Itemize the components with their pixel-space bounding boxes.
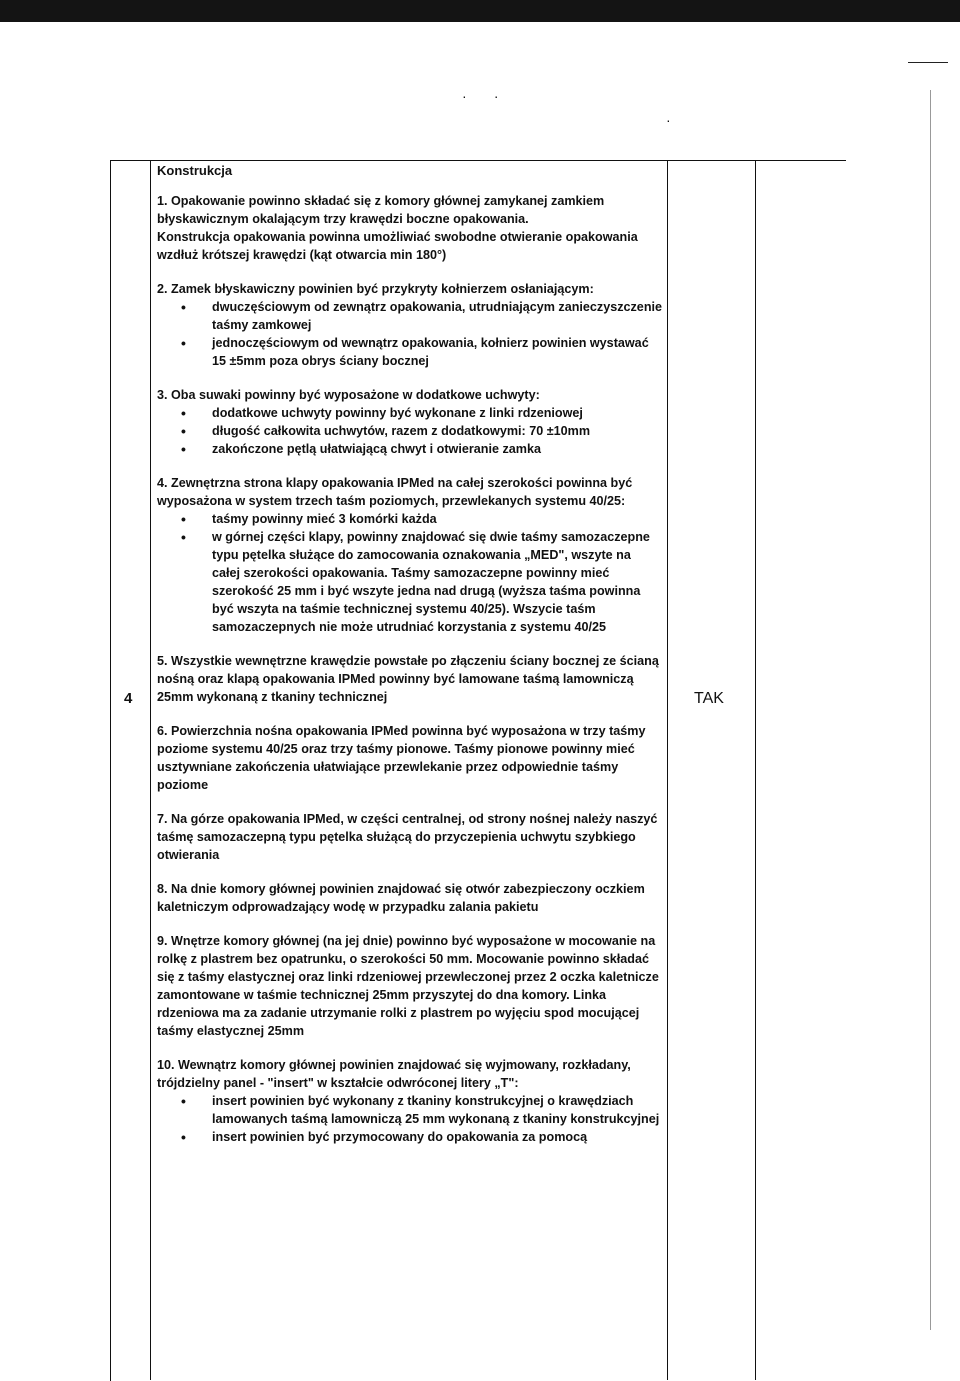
requirements-list [157,192,662,1146]
requirement-item-9 [157,932,662,1040]
requirement-item-2 [157,280,662,370]
table-column-divider [755,160,756,1380]
requirement-item-8 [157,880,662,916]
bullet-item: • insert powinien być wykonany z tkaniny konstrukcyjnej o krawędziach lamowanych taśmą lamowniczą 25 mm wykonaną z tkaniny konstrukcyjnej [181,1092,662,1128]
bullet-list [157,404,662,458]
requirement-text: 9. Wnętrze komory głównej (na jej dnie) powinno być wyposażone w mocowanie na rolkę z plastrem bez opatrunku, o szerokości 50 mm. Mocowanie powinno składać się z taśmy elastycznej oraz linki rdzeniowej przewleczonej przez 2 oczka kaletnicze zamontowane w taśmie technicznej 25mm przyszytej do dna komory. Linka rdzeniowa ma za zadanie utrzymanie rolki z plastrem po wyjęciu spod mocującej taśmy elastycznej 25mm [157,934,659,1038]
requirement-item-1 [157,192,662,264]
scan-artifact-line [908,62,948,63]
requirement-text: 6. Powierzchnia nośna opakowania IPMed powinna być wyposażona w trzy taśmy poziome systemu 40/25 oraz trzy taśmy pionowe. Taśmy pionowe powinny mieć usztywniane zakończenia ułatwiające przewlekanie przez odpowiednie taśmy poziome [157,724,646,792]
requirement-text: 7. Na górze opakowania IPMed, w części centralnej, od strony nośnej należy naszyć taśmę samozaczepną typu pętelka służącą do przyczepienia uchwytu szybkiego otwierania [157,812,658,862]
bullet-list [157,510,662,636]
bullet-item: • w górnej części klapy, powinny znajdować się dwie taśmy samozaczepne typu pętelka służące do zamocowania oznakowania „MED", wszyte na całej szerokości opakowania. Taśmy samozaczepne powinny mieć szerokość 25 mm i być wszyte jedna nad drugą (wyższa taśma powinna być wszyta na taśmie technicznej systemu 40/25). Wszycie taśm samozaczepnych nie może utrudniać korzystania z systemu 40/25 [181,528,662,636]
table-column-divider [667,160,668,1380]
requirement-item-3 [157,386,662,458]
bullet-item: • długość całkowita uchwytów, razem z dodatkowymi: 70 ±10mm [181,422,662,440]
scan-artifact-line [930,90,931,1330]
requirement-text: 8. Na dnie komory głównej powinien znajdować się otwór zabezpieczony oczkiem kaletniczym odprowadzający wodę w przypadku zalania pakietu [157,882,645,914]
bullet-item: • zakończone pętlą ułatwiającą chwyt i otwieranie zamka [181,440,662,458]
bullet-item: • insert powinien być przymocowany do opakowania za pomocą [181,1128,662,1146]
scan-top-border [0,0,960,22]
scan-artifact-dots: · [666,112,671,128]
bullet-item: • taśmy powinny mieć 3 komórki każda [181,510,662,528]
requirement-item-10 [157,1056,662,1146]
requirement-text: 10. Wewnątrz komory głównej powinien znajdować się wyjmowany, rozkładany, trójdzielny panel - "insert" w kształcie odwróconej litery „T": [157,1058,631,1090]
compliance-answer: TAK [694,690,724,707]
bullet-item: • jednoczęściowym od wewnątrz opakowania, kołnierz powinien wystawać 15 ±5mm poza obrys ściany bocznej [181,334,662,370]
requirement-text: 4. Zewnętrzna strona klapy opakowania IPMed na całej szerokości powinna być wyposażona w system trzech taśm poziomych, przewlekanych systemu 40/25: [157,476,633,508]
bullet-item: • dodatkowe uchwyty powinny być wykonane z linki rdzeniowej [181,404,662,422]
requirement-text: 2. Zamek błyskawiczny powinien być przykryty kołnierzem osłaniającym: [157,282,594,296]
requirement-item-5 [157,652,662,706]
requirement-text: 1. Opakowanie powinno składać się z komory głównej zamykanej zamkiem błyskawicznym okalającym trzy krawędzi boczne opakowania. [157,194,605,226]
requirement-item-4 [157,474,662,636]
specification-content [157,162,662,1162]
table-column-divider [150,160,151,1380]
requirement-item-6 [157,722,662,794]
requirement-text: 5. Wszystkie wewnętrzne krawędzie powstałe po złączeniu ściany bocznej ze ścianą nośną oraz klapą opakowania IPMed powinny być lamowane taśmą lamowniczą 25mm wykonaną z tkaniny technicznej [157,654,659,704]
requirement-item-7 [157,810,662,864]
bullet-list [157,1092,662,1146]
row-number: 4 [124,690,133,707]
section-title: Konstrukcja [157,163,233,178]
bullet-list [157,298,662,370]
requirement-text: 3. Oba suwaki powinny być wyposażone w dodatkowe uchwyty: [157,388,540,402]
requirement-text: Konstrukcja opakowania powinna umożliwiać swobodne otwieranie opakowania wzdłuż krótszej krawędzi (kąt otwarcia min 180°) [157,230,638,262]
scan-artifact-dots: · · [462,88,499,104]
bullet-item: • dwuczęściowym od zewnątrz opakowania, utrudniającym zanieczyszczenie taśmy zamkowej [181,298,662,334]
